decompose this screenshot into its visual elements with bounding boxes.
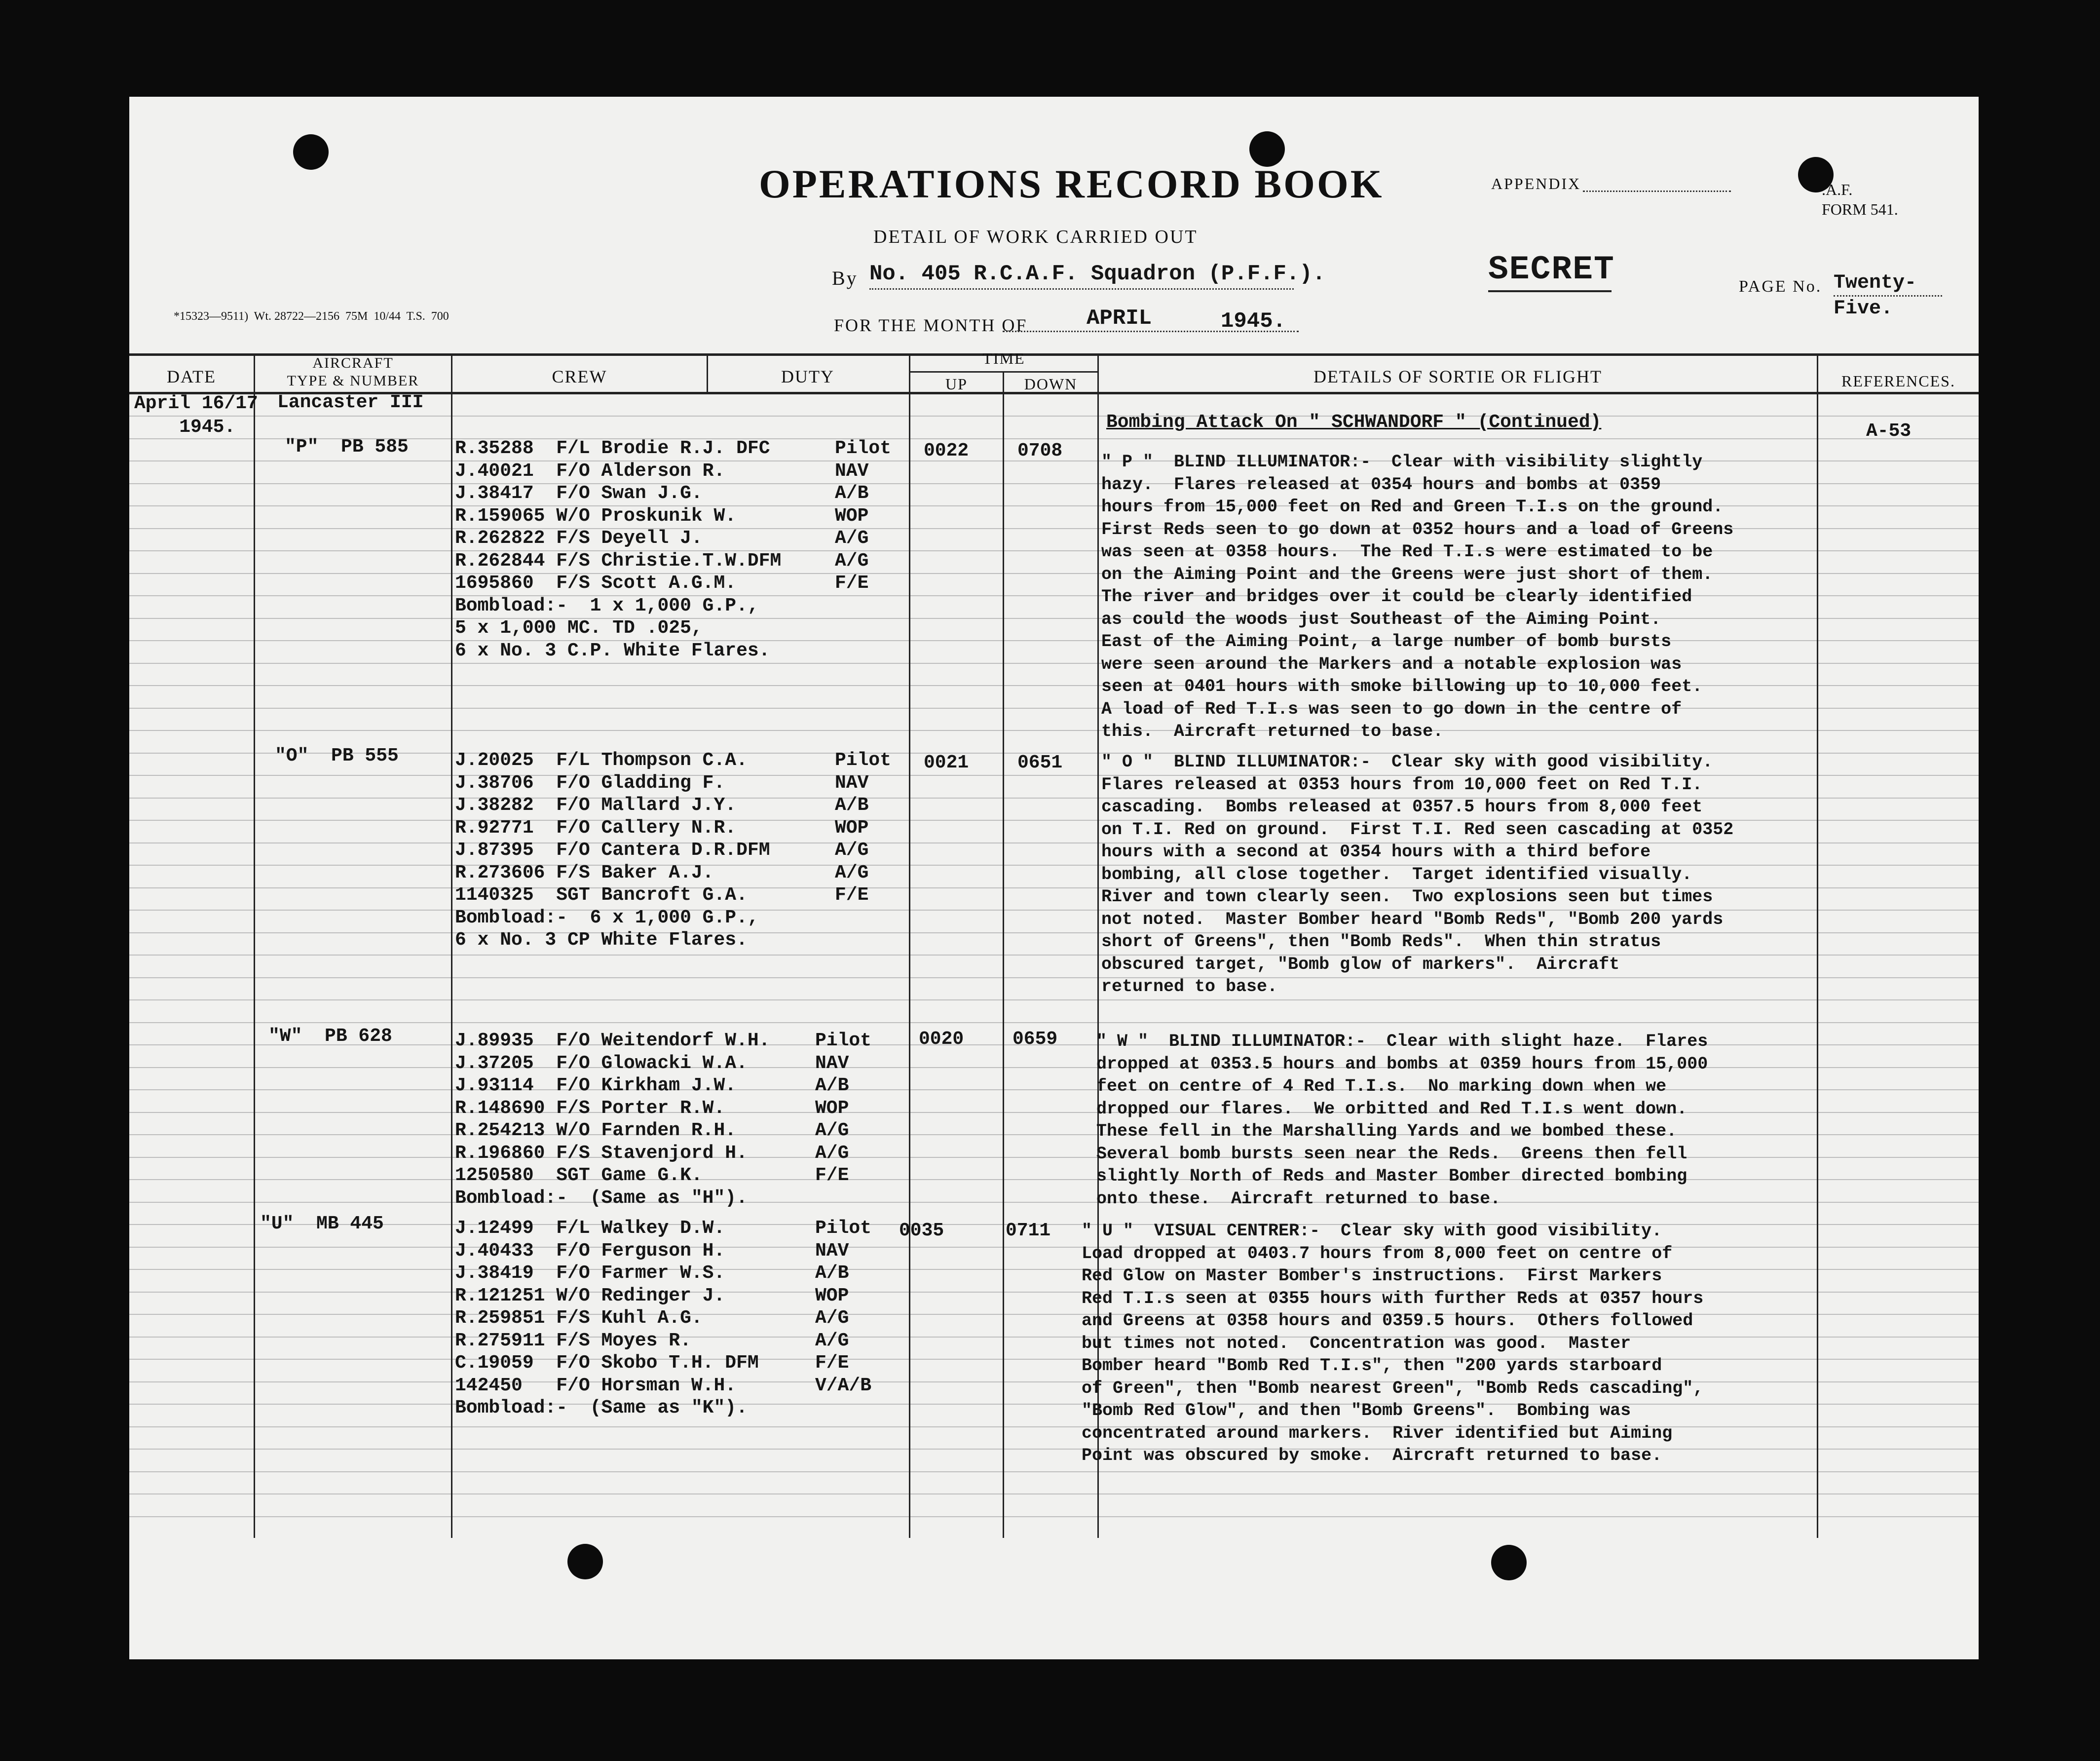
col-header-time: TIME <box>982 349 1025 367</box>
time-up: 0022 <box>924 440 969 461</box>
sortie-details: " P " BLIND ILLUMINATOR:- Clear with visibility slightly hazy. Flares released at 0354 hours and bombs at 0359 hours from 15,000 feet on Red and Green T.I.s on the ground. First Reds seen to go down at 0352 hours and a load of Greens was seen at 0358 hours. The Red T.I.s were estimated to be on the Aiming Point and the Greens were just short of them. The river and bridges over it could be clearly identified as could the woods just Southeast of the Aiming Point. East of the Aiming Point, a large number of bomb bursts were seen around the Markers and a notable explosion was seen at 0401 hours with smoke billowing up to 10,000 feet. A load of Red T.I.s was seen to go down in the centre of this. Aircraft returned to base. <box>1101 452 1734 741</box>
ruled-line <box>129 1471 1979 1472</box>
col-header-duty: DUTY <box>781 367 834 386</box>
page-title: OPERATIONS RECORD BOOK <box>759 161 1384 206</box>
crew-list: J.20025 F/L Thompson C.A. J.38706 F/O Gladding F. J.38282 F/O Mallard J.Y. R.92771 F/O Callery N.R. J.87395 F/O Cantera D.R.DFM R.273606 F/S Baker A.J. 1140325 SGT Bancroft G.A. Bombload:- 6 x 1,000 G.P., 6 x No. 3 CP White Flares. <box>455 750 770 951</box>
time-down: 0711 <box>1006 1220 1051 1241</box>
time-down: 0659 <box>1012 1029 1058 1050</box>
col-header-aircraft: AIRCRAFT TYPE & NUMBER <box>287 355 419 389</box>
column-divider <box>1817 353 1818 1538</box>
ruled-line <box>129 999 1979 1000</box>
punch-hole <box>567 1544 603 1579</box>
sortie-details: " W " BLIND ILLUMINATOR:- Clear with slight haze. Flares dropped at 0353.5 hours and bombs at 0359 hours from 15,000 feet on centre of 4 Red T.I.s. No marking down when we dropped our flares. We orbitted and Red T.I.s went down. These fell in the Marshalling Yards and we bombed these. Several bomb bursts seen near the Reds. Greens then fell slightly North of Reds and Master Bomber directed bombing onto these. Aircraft returned to base. <box>1096 1032 1708 1209</box>
print-reference: *15323—9511) Wt. 28722—2156 75M 10/44 T.S. 700 <box>174 310 449 323</box>
ruled-line <box>129 1516 1979 1517</box>
page-number-label: PAGE No. <box>1739 277 1822 296</box>
aircraft-number: "U" MB 445 <box>260 1213 384 1234</box>
page-number-value: Twenty- Five. <box>1834 272 1917 320</box>
page-subtitle: DETAIL OF WORK CARRIED OUT <box>873 227 1198 247</box>
ruled-line <box>129 1493 1979 1494</box>
col-header-date: DATE <box>167 367 216 386</box>
ruled-line <box>129 416 1979 417</box>
aircraft-number: "W" PB 628 <box>268 1026 392 1047</box>
col-header-up: UP <box>945 375 968 393</box>
month-label: FOR THE MONTH OF <box>834 315 1028 335</box>
year-value: 1945. <box>1221 309 1286 334</box>
col-header-details: DETAILS OF SORTIE OR FLIGHT <box>1313 367 1602 386</box>
by-label: By <box>832 267 858 289</box>
column-divider <box>909 353 910 1538</box>
month-value: APRIL <box>1087 306 1152 331</box>
col-header-crew: CREW <box>552 367 607 386</box>
duty-list: Pilot NAV A/B WOP A/G A/G F/E <box>835 438 892 594</box>
duty-list: Pilot NAV A/B WOP A/G A/G F/E <box>815 1030 872 1186</box>
appendix-label: APPENDIX <box>1491 175 1581 192</box>
reference-value: A-53 <box>1866 421 1912 442</box>
operation-title: Bombing Attack On " SCHWANDORF " (Continued) <box>1106 412 1602 433</box>
duty-list: Pilot NAV A/B WOP A/G A/G F/E <box>835 750 892 906</box>
col-header-down: DOWN <box>1024 375 1078 393</box>
col-header-references: REFERENCES. <box>1841 372 1955 390</box>
aircraft-number: "O" PB 555 <box>275 745 399 766</box>
column-divider <box>254 353 255 1538</box>
squadron-value: No. 405 R.C.A.F. Squadron (P.F.F.). <box>869 262 1326 286</box>
page-number-underline <box>1834 295 1942 297</box>
time-up: 0021 <box>924 752 969 773</box>
punch-hole <box>1491 1545 1527 1580</box>
time-down: 0651 <box>1017 752 1063 773</box>
time-up: 0020 <box>919 1029 964 1050</box>
duty-list: Pilot NAV A/B WOP A/G A/G F/E V/A/B <box>815 1218 872 1396</box>
aircraft-type: Lancaster III <box>277 392 424 413</box>
classification-underline <box>1488 290 1612 292</box>
crew-list: R.35288 F/L Brodie R.J. DFC J.40021 F/O Alderson R. J.38417 F/O Swan J.G. R.159065 W/O Proskunik W. R.262822 F/S Deyell J. R.262844 F/S Christie.T.W.DFM 1695860 F/S Scott A.G.M. Bombload:- 1 x 1,000 G.P., 5 x 1,000 MC. TD .025, 6 x No. 3 C.P. White Flares. <box>455 438 782 661</box>
ruled-line <box>129 1022 1979 1023</box>
by-underline <box>869 288 1294 290</box>
column-divider <box>1003 372 1004 1538</box>
appendix-blank <box>1583 191 1731 192</box>
sortie-details: " U " VISUAL CENTRER:- Clear sky with good visibility. Load dropped at 0403.7 hours from 8,000 feet on centre of Red Glow on Master Bomber's instructions. First Markers Red T.I.s seen at 0355 hours with further Reds at 0357 hours and Greens at 0358 hours and 0359.5 hours. Others followed but times not noted. Concentration was good. Master Bomber heard "Bomb Red T.I.s", then "200 yards starboard of Green", then "Bomb nearest Green", "Bomb Reds cascading", "Bomb Red Glow", and then "Bomb Greens". Bombing was concentrated around markers. River identified but Aiming Point was obscured by smoke. Aircraft returned to base. <box>1082 1221 1704 1465</box>
form-reference: .A.F. FORM 541. <box>1822 181 1898 218</box>
time-down: 0708 <box>1017 440 1063 461</box>
sortie-details: " O " BLIND ILLUMINATOR:- Clear sky with good visibility. Flares released at 0353 hours from 10,000 feet on Red T.I. cascading. Bombs released at 0357.5 hours from 8,000 feet on T.I. Red on ground. First T.I. Red seen cascading at 0352 hours with a second at 0354 hours with a third before bombing, all close together. Target identified visually. River and town clearly seen. Two explosions seen but times not noted. Master Bomber heard "Bomb Reds", "Bomb 200 yards short of Greens", then "Bomb Reds". When thin stratus obscured target, "Bomb glow of markers". Aircraft returned to base. <box>1101 752 1734 996</box>
aircraft-number: "P" PB 585 <box>285 436 409 458</box>
crew-list: J.89935 F/O Weitendorf W.H. J.37205 F/O Glowacki W.A. J.93114 F/O Kirkham J.W. R.148690 F/S Porter R.W. R.254213 W/O Farnden R.H. R.196860 F/S Stavenjord H. 1250580 SGT Game G.K. Bombload:- (Same as "H"). <box>455 1030 770 1209</box>
entry-date: April 16/17 1945. <box>134 393 258 438</box>
time-up: 0035 <box>899 1220 944 1241</box>
record-sheet <box>129 97 1979 1659</box>
classification-stamp: SECRET <box>1488 251 1615 289</box>
column-divider <box>451 353 452 1538</box>
punch-hole <box>293 134 329 170</box>
crew-list: J.12499 F/L Walkey D.W. J.40433 F/O Ferguson H. J.38419 F/O Farmer W.S. R.121251 W/O Redinger J. R.259851 F/S Kuhl A.G. R.275911 F/S Moyes R. C.19059 F/O Skobo T.H. DFM 142450 F/O Horsman W.H. Bombload:- (Same as "K"). <box>455 1218 759 1418</box>
